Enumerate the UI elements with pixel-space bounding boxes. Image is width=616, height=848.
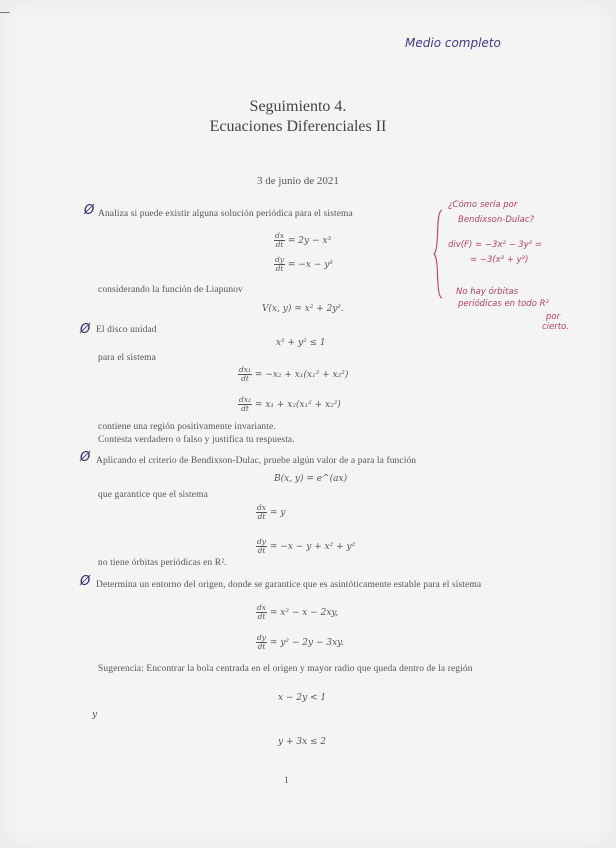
fraction-denominator: dt <box>257 612 266 621</box>
problem-3-statement: Aplicando el criterio de Bendixson-Dulac, pruebe algún valor de a para la función <box>96 456 417 466</box>
fraction-numerator: dx₁ <box>239 365 252 374</box>
handwritten-grade-note: Medio completo <box>405 36 501 50</box>
problem-4-hint: Sugerencia: Encontrar la bola centrada en el origen y mayor radio que queda dentro de la región <box>98 664 473 674</box>
problem-3-dulac-function: B(x, y) = e^(ax) <box>274 474 348 484</box>
margin-note-line-5: No hay órbitas <box>456 287 519 297</box>
margin-note-line-8: cierto. <box>542 322 569 332</box>
equation-rhs: = −x − y³ <box>287 260 333 270</box>
fraction <box>238 366 252 383</box>
equation-rhs: = y² − 2y − 3xy. <box>269 638 344 648</box>
problem-2-statement: El disco unidad <box>96 325 157 335</box>
fraction-denominator: dt <box>275 240 284 249</box>
handwritten-brace <box>432 208 444 300</box>
problem-3-equation-2 <box>256 538 355 555</box>
scan-edge-mark <box>0 12 10 13</box>
fraction <box>274 256 285 273</box>
margin-note-line-3: div(F) = −3x² − 3y² = <box>448 240 542 250</box>
problem-2-para-text: para el sistema <box>98 353 156 363</box>
problem-2-marker: Ø <box>80 322 91 337</box>
problem-4-region-2: y + 3x ≤ 2 <box>278 737 327 747</box>
problem-2-after-text-2: Contesta verdadero o falso y justifica tu respuesta. <box>98 435 295 445</box>
problem-2-disk: x² + y² ≤ 1 <box>276 338 326 348</box>
fraction-numerator: dy <box>257 537 267 546</box>
margin-note-line-2: Bendixson-Dulac? <box>458 215 535 225</box>
fraction-numerator: dx₂ <box>239 395 252 404</box>
problem-2-equation-2 <box>238 396 341 413</box>
problem-3-after-text: que garantice que el sistema <box>98 490 208 500</box>
problem-2-equation-1 <box>238 366 348 383</box>
fraction <box>238 396 252 413</box>
fraction-numerator: dx <box>257 503 267 512</box>
fraction <box>274 232 285 249</box>
fraction-denominator: dt <box>257 642 266 651</box>
problem-2-after-text-1: contiene una región positivamente invariante. <box>98 422 276 432</box>
problem-4-equation-1 <box>256 604 338 621</box>
problem-1-equation-2 <box>274 256 333 273</box>
fraction-numerator: dx <box>257 603 267 612</box>
margin-note-line-1: ¿Cómo sería por <box>448 200 518 210</box>
problem-4-marker: Ø <box>80 574 91 589</box>
problem-1-equation-1 <box>274 232 331 249</box>
margin-note-line-4: = −3(x² + y²) <box>470 255 529 265</box>
equation-rhs: = y <box>269 508 286 518</box>
title-line-2: Ecuaciones Diferenciales II <box>209 118 387 135</box>
fraction-denominator: dt <box>257 546 266 555</box>
equation-rhs: = x² − x − 2xy, <box>269 608 339 618</box>
page-number: 1 <box>284 776 289 786</box>
margin-note-line-7: por <box>546 312 561 322</box>
problem-1-marker: Ø <box>84 203 95 218</box>
problem-4-y-label: y <box>92 710 98 720</box>
margin-note-line-6: periódicas en todo R² <box>458 299 549 309</box>
equation-rhs: = 2y − x³ <box>287 236 332 246</box>
problem-1-liapunov-function: V(x, y) = x² + 2y². <box>262 304 344 314</box>
equation-rhs: = −x − y + x² + y² <box>269 542 356 552</box>
fraction <box>256 538 267 555</box>
title-line-1: Seguimiento 4. <box>249 98 347 115</box>
problem-4-equation-2 <box>256 634 344 651</box>
fraction <box>256 504 267 521</box>
document-date: 3 de junio de 2021 <box>257 175 339 187</box>
fraction-denominator: dt <box>257 512 266 521</box>
fraction-numerator: dx <box>275 231 285 240</box>
problem-4-statement: Determina un entorno del origen, donde se garantice que es asintóticamente estable para el sistema <box>96 580 482 590</box>
equation-rhs: = −x₂ + x₁(x₁² + x₂²) <box>254 370 349 380</box>
fraction-numerator: dy <box>257 633 267 642</box>
fraction-numerator: dy <box>275 255 285 264</box>
fraction <box>256 604 267 621</box>
problem-1-statement: Analiza si puede existir alguna solución periódica para el sistema <box>98 209 353 219</box>
problem-4-region-1: x − 2y < 1 <box>278 693 327 703</box>
fraction-denominator: dt <box>241 404 249 413</box>
problem-3-final-text: no tiene órbitas periódicas en R². <box>98 558 227 568</box>
fraction-denominator: dt <box>241 374 249 383</box>
equation-rhs: = x₁ + x₂(x₁² + x₂²) <box>254 400 341 410</box>
problem-1-after-text: considerando la función de Liapunov <box>98 285 243 295</box>
fraction <box>256 634 267 651</box>
problem-3-equation-1 <box>256 504 285 521</box>
fraction-denominator: dt <box>275 264 284 273</box>
problem-3-marker: Ø <box>80 450 91 465</box>
